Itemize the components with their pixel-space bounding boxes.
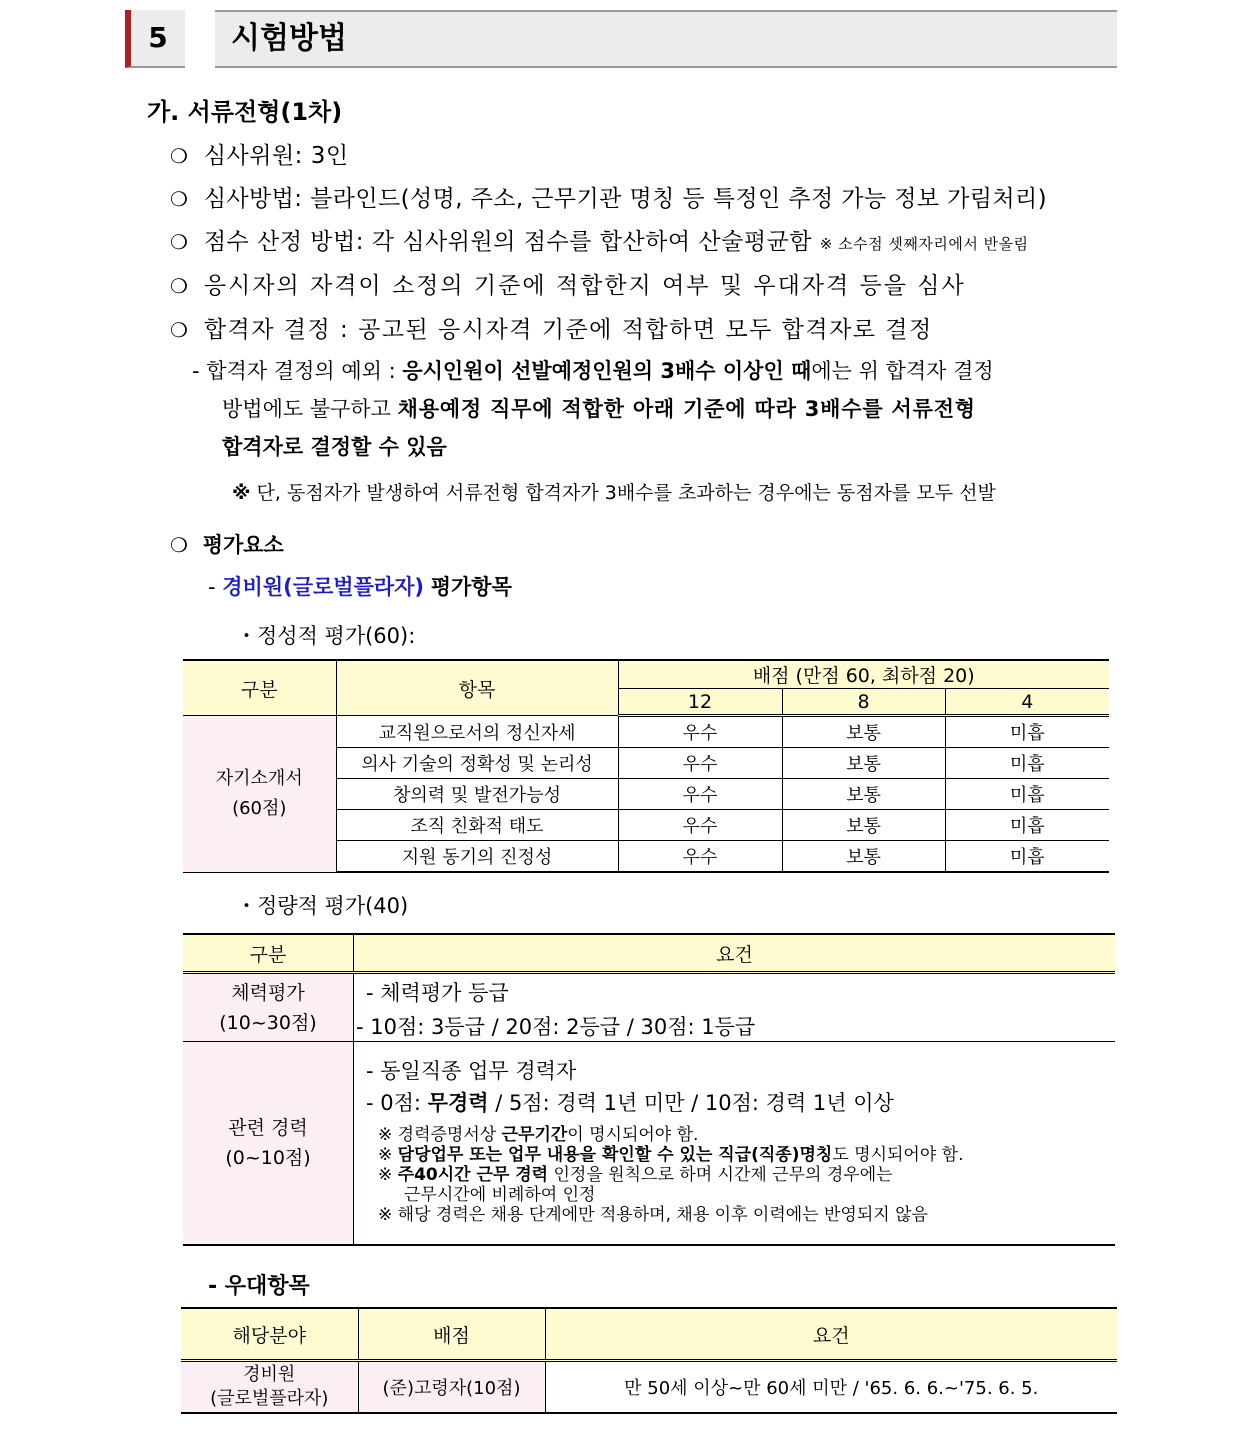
preference-label: - 우대항목: [208, 1274, 310, 1299]
item-cell: 창의력 및 발전가능성: [336, 779, 618, 810]
category-points: (0~10점): [225, 1146, 311, 1169]
col-header-category: 구분: [183, 934, 354, 973]
bullet-text: 점수 산정 방법: 각 심사위원의 점수를 합산하여 산술평균함: [203, 229, 812, 255]
qualitative-label: ・정성적 평가(60):: [236, 624, 416, 648]
table-row: [183, 973, 1115, 1042]
points-cell: (준)고령자(10점): [358, 1361, 545, 1414]
note-text-strong: 담당업무 또는 업무 내용을 확인할 수 있는 직급(직종)명칭: [397, 1145, 833, 1165]
col-header-field: 해당분야: [181, 1308, 358, 1361]
req-line: - 동일직종 업무 경력자: [366, 1059, 577, 1083]
note-mark: ※: [232, 482, 251, 504]
score-cell: 보통: [782, 810, 945, 841]
req-note: [378, 1145, 1115, 1165]
bullet-item: [170, 180, 1047, 213]
col-header-requirement: 요건: [354, 934, 1116, 973]
exception-text-d: 방법에도 불구하고: [222, 397, 398, 421]
note-text-strong: 주40시간 근무 경력: [397, 1165, 549, 1185]
exception-text-c: 에는 위 합격자 결정: [811, 359, 994, 383]
quantitative-label: ・정량적 평가(40): [236, 894, 409, 918]
item-cell: 조직 친화적 태도: [336, 810, 618, 841]
field-sub: (글로벌플라자): [210, 1388, 329, 1409]
req-text: / 5점: 경력 1년 미만 / 10점: 경력 1년 이상: [488, 1091, 894, 1115]
item-cell: 의사 기술의 정확성 및 논리성: [336, 748, 618, 779]
exception-text-a: 합격자 결정의 예외 :: [206, 359, 403, 383]
section-title: 시험방법: [231, 21, 347, 56]
req-line: - 10점: 3등급 / 20점: 2등급 / 30점: 1등급: [356, 1015, 756, 1039]
score-cell: 미흡: [945, 748, 1109, 779]
subsection-title: 가. 서류전형(1차): [147, 98, 343, 126]
bullet-text: 응시자의 자격이 소정의 기준에 적합한지 여부 및 우대자격 등을 심사: [203, 273, 966, 299]
eval-job: 경비원(글로벌플라자): [222, 575, 425, 599]
requirement-cell: [354, 1042, 1116, 1245]
col-header-category: 구분: [183, 660, 336, 716]
score-cell: 우수: [618, 810, 782, 841]
req-note: 근무시간에 비례하여 인정: [404, 1185, 596, 1205]
note-text-strong: 근무기간: [501, 1125, 568, 1145]
bullet-mark: ❍: [170, 533, 188, 557]
score-cell: 미흡: [945, 810, 1109, 841]
note-text: 도 명시되어야 함.: [832, 1145, 964, 1165]
note-text: 단, 동점자가 발생하여 서류전형 합격자가 3배수를 초과하는 경우에는 동점자를 모두 선발: [256, 482, 996, 504]
req-line: - 체력평가 등급: [366, 981, 509, 1005]
req-notes: [354, 1117, 1115, 1225]
note-text: ※: [378, 1165, 398, 1185]
score-cell: 우수: [618, 748, 782, 779]
bullet-mark: ❍: [170, 274, 189, 298]
bullet-item: [170, 223, 1029, 256]
bullet-mark: ❍: [170, 318, 189, 342]
table-row: [183, 1042, 1115, 1245]
exception-text-e: 채용예정 직무에 적합한 아래 기준에 따라 3배수를 서류전형: [397, 397, 976, 421]
req-note: [378, 1125, 1115, 1145]
bullet-mark: ❍: [170, 230, 189, 254]
requirement-cell: [354, 973, 1116, 1042]
exception-note: [232, 478, 996, 505]
item-cell: 교직원으로서의 정신자세: [336, 716, 618, 748]
score-cell: 보통: [782, 716, 945, 748]
requirement-cell: 만 50세 이상~만 60세 미만 / '65. 6. 6.~'75. 6. 5.: [545, 1361, 1117, 1414]
table-row: [181, 1361, 1117, 1414]
category-name: 관련 경력: [228, 1116, 308, 1139]
col-header-score: 배점 (만점 60, 최하점 20): [618, 660, 1109, 689]
score-cell: 보통: [782, 841, 945, 873]
col-header-requirement: 요건: [545, 1308, 1117, 1361]
field-name: 경비원: [243, 1364, 296, 1385]
qualitative-table: [183, 659, 1109, 873]
note-text: ※: [378, 1145, 398, 1165]
preference-table: [181, 1307, 1117, 1414]
note-text: ※ 경력증명서상: [378, 1125, 502, 1145]
req-note: [378, 1165, 1115, 1185]
section-header: [125, 10, 1117, 68]
category-name: 체력평가: [231, 981, 305, 1004]
quantitative-table: [183, 933, 1115, 1246]
exception-line-3: 합격자로 결정할 수 있음: [222, 435, 447, 459]
exception-line-2: [222, 393, 976, 423]
category-points: (10~30점): [219, 1011, 317, 1034]
bullet-mark: ❍: [170, 187, 189, 211]
score-cell: 우수: [618, 779, 782, 810]
req-text-strong: 무경력: [427, 1091, 489, 1115]
req-text: - 0점:: [366, 1091, 428, 1115]
exception-text-b: 응시인원이 선발예정인원의 3배수 이상인 때: [402, 359, 812, 383]
eval-dash: -: [208, 575, 216, 599]
score-level: 12: [618, 689, 782, 716]
category-points: (60점): [232, 797, 287, 819]
score-cell: 미흡: [945, 716, 1109, 748]
score-cell: 미흡: [945, 841, 1109, 873]
bullet-item: [170, 267, 966, 300]
category-cell: [183, 716, 336, 873]
bullet-mark: ❍: [170, 144, 189, 168]
col-header-points: 배점: [358, 1308, 545, 1361]
score-cell: 보통: [782, 779, 945, 810]
note-text: 인정을 원칙으로 하며 시간제 근무의 경우에는: [548, 1165, 893, 1185]
col-header-item: 항목: [336, 660, 618, 716]
score-cell: 우수: [618, 841, 782, 873]
req-line: [354, 1085, 1115, 1117]
bullet-item: [170, 311, 933, 344]
score-level: 8: [782, 689, 945, 716]
bullet-text: 심사방법: 블라인드(성명, 주소, 근무기관 명칭 등 특정인 추정 가능 정보 가림처리): [203, 186, 1048, 212]
score-cell: 보통: [782, 748, 945, 779]
score-cell: 미흡: [945, 779, 1109, 810]
eval-items-label: 평가항목: [430, 575, 512, 599]
exception-line-1: [192, 355, 994, 385]
category-cell: [183, 1042, 354, 1245]
eval-title: 평가요소: [202, 533, 284, 557]
section-number: 5: [125, 10, 185, 68]
score-level: 4: [945, 689, 1109, 716]
category-cell: [183, 973, 354, 1042]
req-note: ※ 해당 경력은 채용 단계에만 적용하며, 채용 이후 이력에는 반영되지 않음: [378, 1205, 928, 1225]
table-row: [183, 716, 1109, 748]
bullet-text: 합격자 결정 : 공고된 응시자격 기준에 적합하면 모두 합격자로 결정: [203, 317, 933, 343]
section-title-box: [215, 10, 1117, 68]
eval-heading: [170, 529, 284, 559]
exception-dash: -: [192, 359, 200, 383]
score-cell: 우수: [618, 716, 782, 748]
item-cell: 지원 동기의 진정성: [336, 841, 618, 873]
category-name: 자기소개서: [215, 767, 303, 789]
note-text: 이 명시되어야 함.: [567, 1125, 699, 1145]
bullet-note: ※ 소수점 셋째자리에서 반올림: [819, 235, 1029, 253]
bullet-item: [170, 137, 349, 170]
eval-job-line: [208, 571, 512, 601]
bullet-text: 심사위원: 3인: [203, 143, 349, 169]
field-cell: [181, 1361, 358, 1414]
